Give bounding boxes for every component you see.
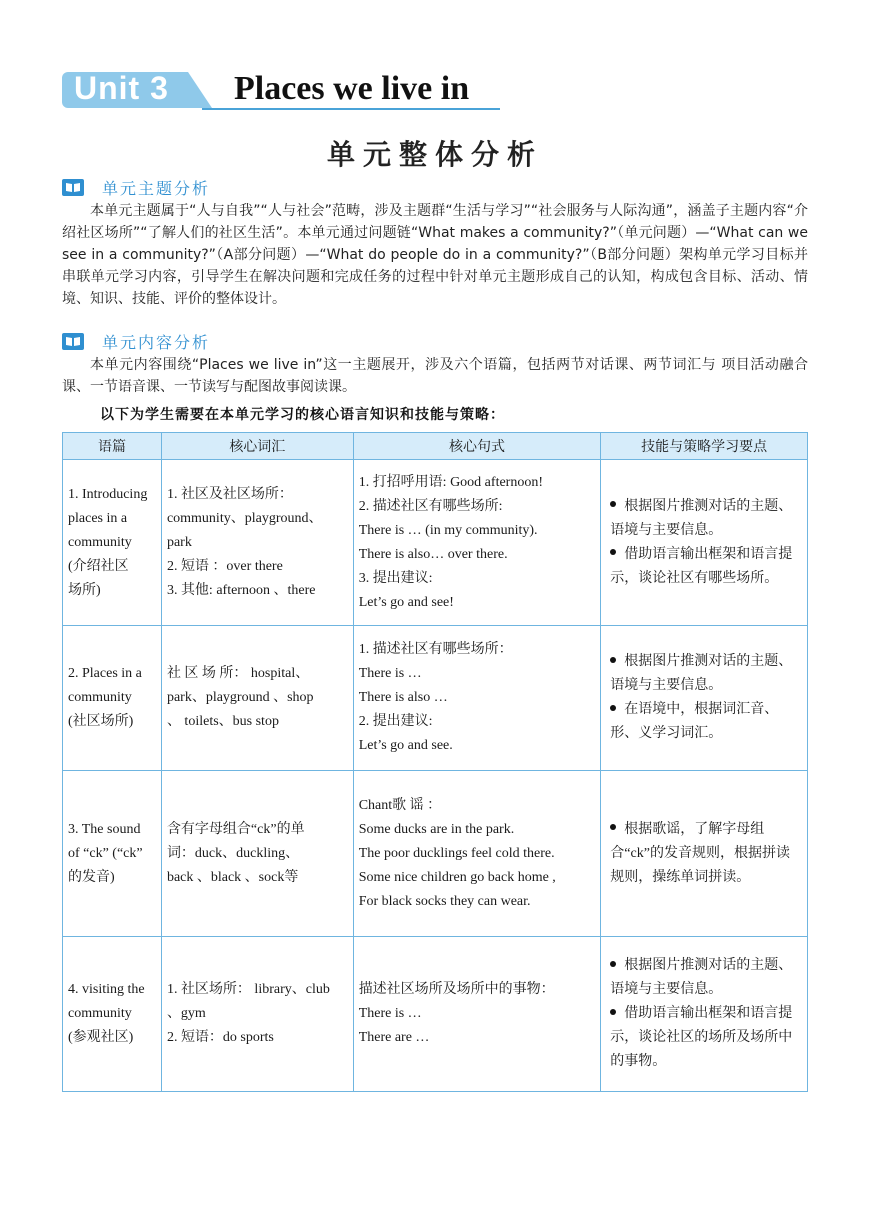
cell-line: 2. 描述社区有哪些场所: — [358, 498, 503, 514]
header-underline — [202, 108, 500, 110]
bullet-icon — [610, 824, 616, 830]
cell-line: (参观社区) — [68, 1030, 134, 1045]
skill-text: 根据图片推测对话的主题、语境与主要信息。 — [610, 498, 793, 538]
skills-cell — [601, 460, 808, 626]
cell-line: community — [68, 534, 132, 550]
cell-line: 2. 提出建议: — [358, 714, 433, 729]
column-header: 语篇 — [63, 433, 162, 460]
skill-text: 借助语言输出框架和语言提示，谈论社区有哪些场所。 — [610, 546, 793, 586]
section-title-theme: 单元主题分析 — [102, 178, 211, 198]
cell-line: There is … (in my community). — [358, 522, 538, 538]
book-icon — [62, 333, 84, 350]
cell-line: Let’s go and see. — [358, 738, 453, 753]
cell-line: 1. 社区场所： library、club — [166, 982, 330, 997]
cell-line: (社区场所) — [68, 714, 134, 729]
cell-line: There are … — [358, 1030, 430, 1045]
bullet-icon — [610, 1009, 616, 1015]
page-title: 单元整体分析 — [326, 138, 543, 171]
cell-line: 含有字母组合“ck”的单 — [166, 821, 305, 837]
cell-line: of “ck” (“ck” — [68, 845, 143, 861]
column-header: 核心句式 — [353, 433, 601, 460]
skills-cell — [601, 626, 808, 771]
cell-line: 3. The sound — [68, 821, 141, 837]
skill-item — [606, 1002, 802, 1074]
bullet-icon — [610, 657, 616, 663]
section-title-content: 单元内容分析 — [102, 332, 211, 352]
cell-line: 场所) — [68, 582, 101, 598]
bullet-icon — [610, 501, 616, 507]
skill-item — [606, 543, 802, 591]
skill-text: 根据图片推测对话的主题、语境与主要信息。 — [610, 654, 793, 693]
cell-line: 2. 短语 ：over there — [166, 558, 283, 574]
sentence-cell — [353, 937, 601, 1092]
cell-line: Some nice children go back home , — [358, 869, 556, 885]
cell-line: Let’s go and see! — [358, 594, 454, 610]
cell-line: 4. visiting the — [68, 982, 145, 997]
core-knowledge-table — [62, 432, 808, 1092]
cell-line: 词：duck、duckling、 — [166, 845, 300, 861]
cell-line: 2. 短语：do sports — [166, 1030, 274, 1045]
column-header: 技能与策略学习要点 — [601, 433, 808, 460]
table-row — [63, 771, 808, 937]
cell-line: 的发音) — [68, 869, 115, 885]
cell-line: 社 区 场 所： hospital、 — [166, 666, 310, 681]
section-header-theme — [62, 176, 210, 198]
skill-item — [606, 954, 802, 1002]
cell-line: Chant歌 谣 ： — [358, 797, 442, 813]
cell-line: 3. 其他: afternoon 、there — [166, 582, 316, 598]
cell-line: 描述社区场所及场所中的事物： — [358, 982, 555, 997]
cell-line: community — [68, 1006, 132, 1021]
vocab-cell — [161, 937, 353, 1092]
table-row — [63, 937, 808, 1092]
cell-line: park、playground 、shop — [166, 690, 314, 705]
unit-title: Places we live in — [234, 70, 470, 107]
cell-line: community、playground、 — [166, 510, 323, 526]
vocab-cell — [161, 626, 353, 771]
passage-cell — [63, 937, 162, 1092]
skill-text: 借助语言输出框架和语言提示，谈论社区的场所及场所中的事物。 — [610, 1006, 793, 1069]
passage-cell — [63, 460, 162, 626]
skills-cell — [601, 771, 808, 937]
cell-line: 1. 打招呼用语: Good afternoon! — [358, 474, 543, 490]
cell-line: park — [166, 534, 192, 550]
cell-line: back 、black 、sock等 — [166, 869, 299, 885]
sentence-cell — [353, 460, 601, 626]
table-row — [63, 626, 808, 771]
skill-text: 根据图片推测对话的主题、语境与主要信息。 — [610, 958, 793, 997]
passage-cell — [63, 771, 162, 937]
vocab-cell — [161, 771, 353, 937]
skill-item — [606, 818, 802, 890]
bullet-icon — [610, 961, 616, 967]
sentence-cell — [353, 626, 601, 771]
vocab-cell — [161, 460, 353, 626]
sentence-cell — [353, 771, 601, 937]
skills-cell — [601, 937, 808, 1092]
cell-line: 3. 提出建议: — [358, 570, 433, 586]
skill-item — [606, 650, 802, 698]
cell-line: 1. 社区及社区场所： — [166, 486, 293, 502]
cell-line: 、gym — [166, 1006, 206, 1021]
skill-item — [606, 495, 802, 543]
cell-line: The poor ducklings feel cold there. — [358, 845, 555, 861]
cell-line: There is also… over there. — [358, 546, 508, 562]
cell-line: 2. Places in a — [68, 666, 142, 681]
cell-line: There is also … — [358, 690, 448, 705]
passage-cell — [63, 626, 162, 771]
bullet-icon — [610, 549, 616, 555]
cell-line: 1. 描述社区有哪些场所： — [358, 642, 513, 657]
cell-line: 、 toilets、bus stop — [166, 714, 279, 729]
cell-line: community — [68, 690, 132, 705]
cell-line: (介绍社区 — [68, 558, 129, 574]
cell-line: There is … — [358, 666, 422, 681]
table-header-row — [63, 433, 808, 460]
skill-text: 在语境中，根据词汇音、形、义学习词汇。 — [610, 702, 779, 741]
book-icon — [62, 179, 84, 196]
cell-line: Some ducks are in the park. — [358, 821, 515, 837]
bullet-icon — [610, 705, 616, 711]
table-row — [63, 460, 808, 626]
skill-item — [606, 698, 802, 746]
content-paragraph: 本单元内容围绕“Places we live in”这一主题展开，涉及六个语篇，包括两节对话课、两节词汇与 项目活动融合课、一节语音课、一节读写与配图故事阅读课。 — [62, 357, 808, 395]
column-header: 核心词汇 — [161, 433, 353, 460]
cell-line: 1. Introducing — [68, 486, 148, 502]
cell-line: places in a — [68, 510, 128, 526]
cell-line: There is … — [358, 1006, 422, 1021]
table-lead-text: 以下为学生需要在本单元学习的核心语言知识和技能与策略： — [100, 407, 505, 423]
section-header-content — [62, 330, 210, 352]
cell-line: For black socks they can wear. — [358, 893, 531, 909]
skill-text: 根据歌谣，了解字母组合“ck”的发音规则，根据拼读规则，操练单词拼读。 — [610, 821, 790, 885]
unit-label: Unit 3 — [74, 70, 169, 106]
unit-header — [62, 70, 502, 110]
theme-paragraph: 本单元主题属于“人与自我”“人与社会”范畴，涉及主题群“生活与学习”“社会服务与人际沟通”，涵盖子主题内容“介绍社区场所”“了解人们的社区生活”。本单元通过问题链“What makes a community?”（单元问题）—“What can we see in a community?”（A部分问题）—“What do people do in a community?”（B部分问题）架构单元学习目标并串联单元学习内容，引导学生在解决问题和完成任务的过程中针对单元主题形成自己的认知，构成包含目标、活动、情境、知识、技能、评价的整体设计。 — [62, 203, 808, 307]
